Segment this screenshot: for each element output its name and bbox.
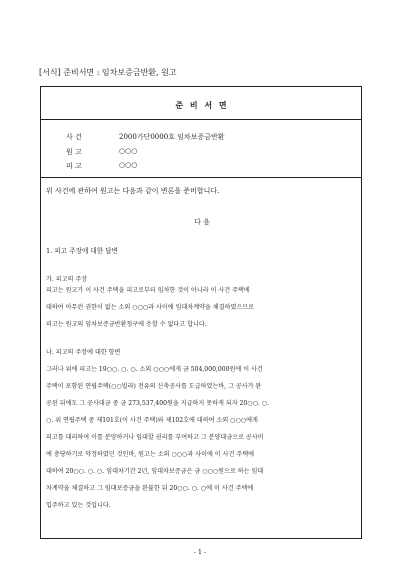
brief-box xyxy=(40,86,362,539)
heading-1: 1. 피고 주장에 대한 답변 xyxy=(46,247,119,255)
sub-b-line: 대하여 20○○. ○. ○. 임대차기간 2년, 임대차보증금은 금 ○○○원으로 하는 임대 xyxy=(46,468,264,475)
intro-text: 위 사건에 관하여 원고는 다음과 같이 변론을 준비합니다. xyxy=(46,187,220,195)
parties-divider xyxy=(40,177,362,178)
party-value-defendant: ○○○ xyxy=(119,161,138,169)
sub-b-line: 에 충당하기로 약정하였던 것인바, 원고는 소외 ○○○과 사이에 이 사건 주택에 xyxy=(46,451,254,458)
section-title: 다 음 xyxy=(194,218,210,226)
page-number: - 1 - xyxy=(193,548,207,556)
sub-a-line: 피고는 원고가 이 사건 주택을 피고로부터 임차한 것이 아니라 이 사건 주택에 xyxy=(46,287,250,294)
document-label: [서식] 준비서면 : 임차보증금반환, 원고 xyxy=(39,68,177,77)
sub-b-title: 나. 피고의 주장에 대한 항변 xyxy=(46,349,121,356)
sub-b-line: 공된 뒤에도 그 공사대금 중 금 273,537,400원을 지급하지 못하게 되자 20○○. ○. xyxy=(46,400,270,407)
party-key-case: 사 건 xyxy=(66,133,82,141)
party-key-defendant: 피 고 xyxy=(66,162,82,170)
party-key-plaintiff: 원 고 xyxy=(66,148,82,156)
sub-b-line: ○. 위 연립주택 중 제101호(이 사건 주택)와 제102호에 대하여 소외 ○○○에게 xyxy=(46,417,258,424)
document-title: 준 비 서 면 xyxy=(175,100,229,110)
sub-a-line: 피고는 원고의 임차보증금반환청구에 응할 수 없다고 합니다. xyxy=(46,321,207,328)
sub-b-line: 차계약을 체결하고 그 임대보증금을 완불한 뒤 20○○. ○. ○에 이 사건 주택에 xyxy=(46,485,254,492)
party-value-case: 2000가단0000호 임차보증금반환 xyxy=(119,133,225,141)
title-divider xyxy=(40,119,362,120)
sub-b-line: 입주하고 있는 것입니다. xyxy=(46,502,111,509)
sub-b-line: 주택이 포함된 연립주택(○○빌라) 전유의 신축공사를 도급하였는바, 그 공사가 완 xyxy=(46,383,262,390)
sub-b-line: 피고를 대리하여 이를 분양하거나 임대할 권리를 부여하고 그 분양대금으로 공사비 xyxy=(46,434,264,441)
party-value-plaintiff: ○○○ xyxy=(119,147,138,155)
sub-a-title: 가. 피고의 주장 xyxy=(46,276,88,283)
sub-a-line: 대하여 아무런 권한이 없는 소외 ○○○과 사이에 임대차계약을 체결하였으므로 xyxy=(46,304,255,311)
sub-b-line: 그러나 위에 피고는 19○○. ○. ○. 소외 ○○○에게 금 504,000,000원에 이 사건 xyxy=(46,366,263,373)
